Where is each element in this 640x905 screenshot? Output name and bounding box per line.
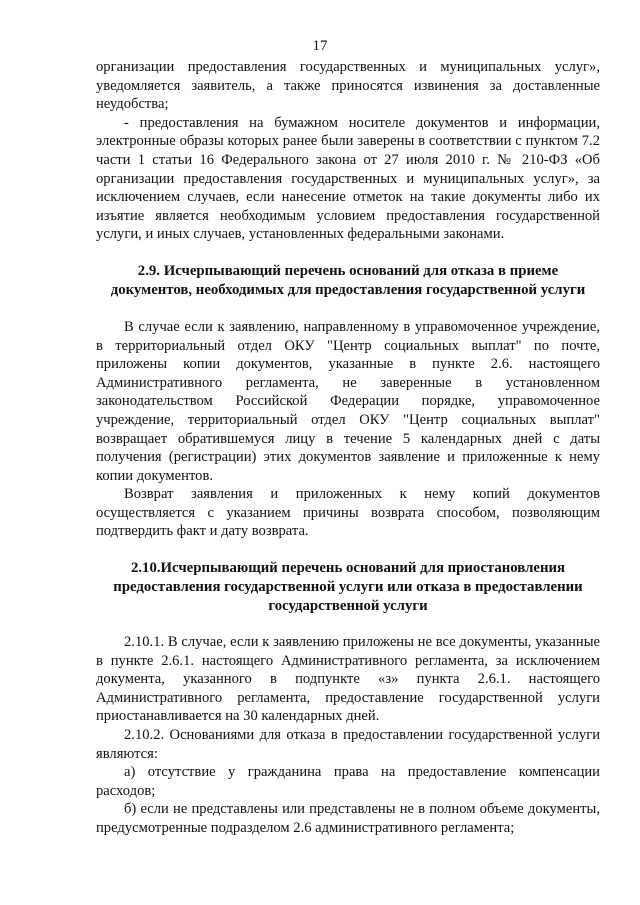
- paragraph-2-10-1: 2.10.1. В случае, если к заявлению приложены не все документы, указанные в пункте 2.6.1. настоящего Административного регламента, за исключением документа, указанного в подпункте «з» пункта 2.6.1. настоящего Административного регламента, предоставление государственной услуги приостанавливается на 30 календарных дней.: [96, 634, 600, 725]
- paragraph-bullet-paper-documents: - предоставления на бумажном носителе документов и информации, электронные образы которых ранее были заверены в соответствии с пунктом 7.2 части 1 статьи 16 Федерального закона от 27 июля 2010 г. № 210-ФЗ «Об организации предоставления государственных и муниципальных услуг», за исключением случаев, если нанесение отметок на такие документы либо их изъятие является необходимым условием предоставления государственной услуги, и иных случаев, установленных федеральными законами.: [96, 114, 600, 243]
- paragraph-2-9-return-copies: В случае если к заявлению, направленному в управомоченное учреждение, в территориальный отдел ОКУ "Центр социальных выплат" по почте, приложены копии документов, указанные в пункте 2.6. настоящего Административного регламента, не заверенные в установленном законодательством Российской Федерации порядке, управомоченное учреждение, территориальный отдел ОКУ "Центр социальных выплат" возвращает обратившемуся лицу в течение 5 календарных дней с даты получения (регистрации) этих документов заявление и приложенные к нему копии документов.: [96, 318, 600, 484]
- document-body: [96, 58, 600, 838]
- paragraph-2-9-return-method: Возврат заявления и приложенных к нему копий документов осуществляется с указанием причины возврата способом, позволяющим подтвердить факт и дату возврата.: [96, 486, 600, 540]
- paragraph-item-b: б) если не представлены или представлены не в полном объеме документы, предусмотренные подразделом 2.6 административного регламента;: [96, 801, 600, 836]
- page-number: 17: [312, 38, 328, 54]
- paragraph-2-10-2: 2.10.2. Основаниями для отказа в предоставлении государственной услуги являются:: [96, 727, 600, 762]
- heading-section-2-10: 2.10.Исчерпывающий перечень оснований для приостановления предоставления государственной услуги или отказа в предоставлении государственной услуги: [113, 560, 583, 615]
- paragraph-item-a: а) отсутствие у гражданина права на предоставление компенсации расходов;: [96, 764, 600, 799]
- paragraph-continuation: организации предоставления государственных и муниципальных услуг», уведомляется заявитель, а также приносятся извинения за доставленные неудобства;: [96, 59, 600, 113]
- heading-section-2-9: 2.9. Исчерпывающий перечень оснований для отказа в приеме документов, необходимых для предоставления государственной услуги: [110, 262, 586, 298]
